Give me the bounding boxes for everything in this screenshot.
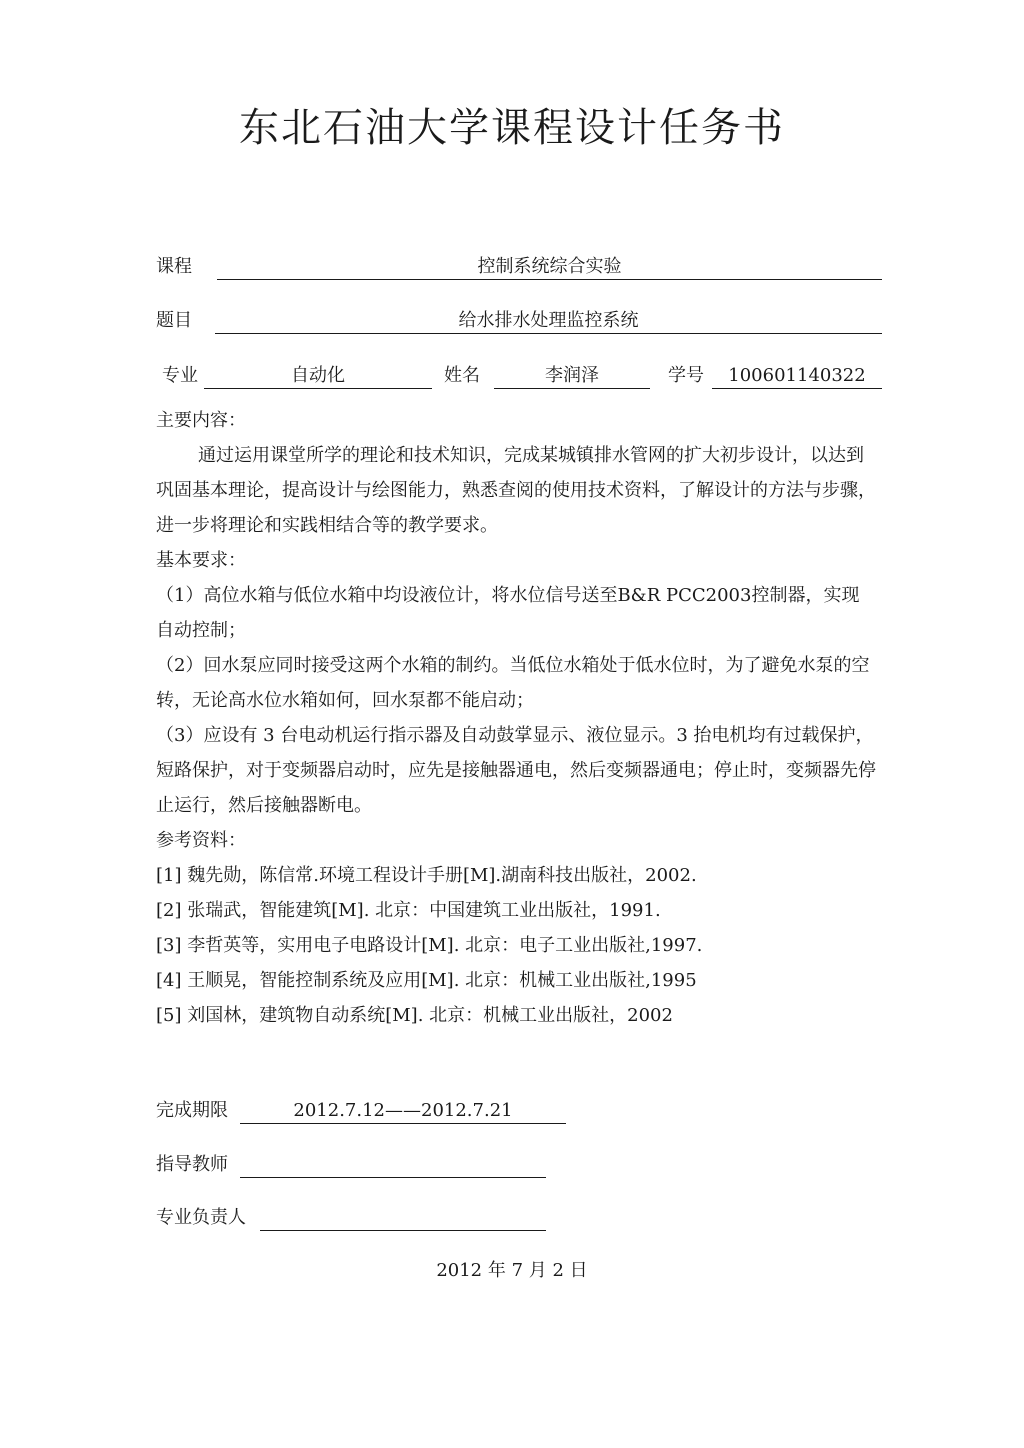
director-signature-line (260, 1206, 546, 1231)
deadline-value: 2012.7.12——2012.7.21 (240, 1099, 566, 1124)
director-label: 专业负责人 (156, 1207, 246, 1228)
course-label: 课程 (156, 256, 192, 277)
reference-item: [4] 王顺晃，智能控制系统及应用[M]. 北京：机械工业出版社,1995 (156, 970, 697, 991)
advisor-signature-line (240, 1153, 546, 1178)
requirement-item: （3）应设有 3 台电动机运行指示器及自动鼓掌显示、液位显示。3 抬电机均有过载保护，短路保护，对于变频器启动时，应先是接触器通电，然后变频器通电；停止时，变频器先停止运行，然后接触器断电。 (156, 725, 876, 816)
advisor-label: 指导教师 (156, 1154, 228, 1175)
reference-item: [2] 张瑞武，智能建筑[M]. 北京：中国建筑工业出版社，1991. (156, 900, 661, 921)
issue-date: 2012 年 7 月 2 日 (436, 1260, 588, 1281)
reference-item: [5] 刘国林，建筑物自动系统[M]. 北京：机械工业出版社，2002 (156, 1005, 673, 1026)
requirement-item: （2）回水泵应同时接受这两个水箱的制约。当低位水箱处于低水位时，为了避免水泵的空转，无论高水位水箱如何，回水泵都不能启动； (156, 655, 870, 711)
name-label: 姓名 (444, 365, 480, 386)
deadline-label: 完成期限 (156, 1100, 228, 1121)
requirement-item: （1）高位水箱与低位水箱中均设液位计，将水位信号送至B&R PCC2003控制器，实现自动控制； (156, 585, 860, 641)
topic-label: 题目 (156, 310, 192, 331)
reference-item: [1] 魏先勋，陈信常.环境工程设计手册[M].湖南科技出版社，2002. (156, 865, 697, 886)
requirements-heading: 基本要求： (156, 550, 246, 571)
main-content (156, 403, 876, 1033)
reference-item: [3] 李哲英等，实用电子电路设计[M]. 北京：电子工业出版社,1997. (156, 935, 703, 956)
student-id-label: 学号 (668, 365, 704, 386)
references-heading: 参考资料： (156, 830, 246, 851)
student-id-value: 100601140322 (712, 364, 882, 389)
content-heading: 主要内容： (156, 410, 246, 431)
course-value: 控制系统综合实验 (217, 255, 882, 280)
content-text: 通过运用课堂所学的理论和技术知识，完成某城镇排水管网的扩大初步设计，以达到巩固基本理论，提高设计与绘图能力，熟悉查阅的使用技术资料，了解设计的方法与步骤，进一步将理论和实践相结合等的教学要求。 (156, 445, 876, 536)
document-title: 东北石油大学课程设计任务书 (239, 105, 785, 151)
name-value: 李润泽 (494, 364, 650, 389)
major-label: 专业 (162, 365, 198, 386)
major-value: 自动化 (204, 364, 432, 389)
topic-value: 给水排水处理监控系统 (215, 309, 882, 334)
